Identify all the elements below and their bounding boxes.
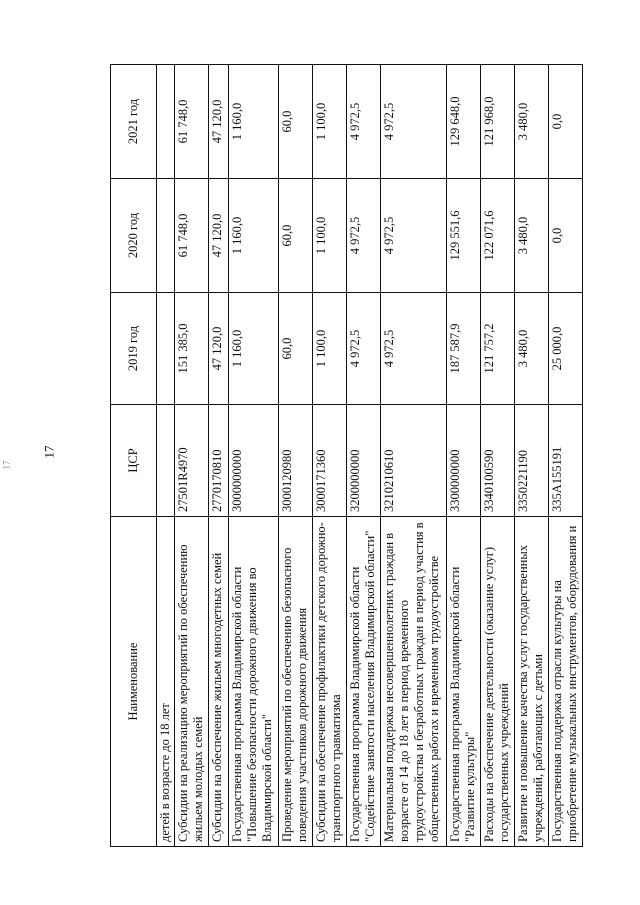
row-2020: 129 551,6 bbox=[447, 179, 481, 293]
row-code: 27501R4970 bbox=[175, 405, 209, 517]
row-name: Субсидии на обеспечение профилактики детского дорожно-транспортного травматизма bbox=[313, 517, 347, 847]
row-2021: 4 972,5 bbox=[381, 65, 447, 179]
header-code: ЦСР bbox=[111, 405, 157, 517]
row-2020: 61 748,0 bbox=[175, 179, 209, 293]
row-2021: 1 100,0 bbox=[313, 65, 347, 179]
row-2020 bbox=[157, 179, 175, 293]
row-name: детей в возрасте до 18 лет bbox=[157, 517, 175, 847]
row-2021: 3 480,0 bbox=[515, 65, 549, 179]
table-header-row bbox=[111, 65, 157, 847]
row-code: 3200000000 bbox=[347, 405, 381, 517]
row-2021 bbox=[157, 65, 175, 179]
row-name: Государственная поддержка отрасли культуры на приобретение музыкальных инструментов, оборудования и bbox=[549, 517, 583, 847]
row-2019: 3 480,0 bbox=[515, 293, 549, 405]
row-2019: 1 160,0 bbox=[229, 293, 279, 405]
row-2021: 129 648,0 bbox=[447, 65, 481, 179]
row-2019: 1 100,0 bbox=[313, 293, 347, 405]
row-2021: 61 748,0 bbox=[175, 65, 209, 179]
row-code: 3000171360 bbox=[313, 405, 347, 517]
row-name: Государственная программа Владимирской области "Содействие занятости населения Владимирской области" bbox=[347, 517, 381, 847]
row-code: 2770170810 bbox=[209, 405, 229, 517]
row-2021: 4 972,5 bbox=[347, 65, 381, 179]
row-2019: 4 972,5 bbox=[347, 293, 381, 405]
row-code: 3210210610 bbox=[381, 405, 447, 517]
table-row bbox=[175, 65, 209, 847]
row-code: 3340100590 bbox=[481, 405, 515, 517]
row-code: 3000000000 bbox=[229, 405, 279, 517]
row-2020: 1 100,0 bbox=[313, 179, 347, 293]
table-row bbox=[157, 65, 175, 847]
row-2020: 122 071,6 bbox=[481, 179, 515, 293]
budget-table bbox=[110, 64, 583, 847]
row-code: 3350221190 bbox=[515, 405, 549, 517]
row-2021: 60,0 bbox=[279, 65, 313, 179]
row-2021: 121 968,0 bbox=[481, 65, 515, 179]
row-2019: 151 385,0 bbox=[175, 293, 209, 405]
table-row bbox=[549, 65, 583, 847]
row-2019: 187 587,9 bbox=[447, 293, 481, 405]
row-2020: 0,0 bbox=[549, 179, 583, 293]
row-2020: 4 972,5 bbox=[381, 179, 447, 293]
row-2019: 121 757,2 bbox=[481, 293, 515, 405]
row-2019: 25 000,0 bbox=[549, 293, 583, 405]
row-code: 3300000000 bbox=[447, 405, 481, 517]
row-2019: 60,0 bbox=[279, 293, 313, 405]
header-2019: 2019 год bbox=[111, 293, 157, 405]
row-name: Субсидии на обеспечение жильем многодетных семей bbox=[209, 517, 229, 847]
row-2021: 1 160,0 bbox=[229, 65, 279, 179]
row-2021: 0,0 bbox=[549, 65, 583, 179]
table-row bbox=[447, 65, 481, 847]
row-2020: 4 972,5 bbox=[347, 179, 381, 293]
table-row bbox=[481, 65, 515, 847]
row-2021: 47 120,0 bbox=[209, 65, 229, 179]
row-2019: 4 972,5 bbox=[381, 293, 447, 405]
table-row bbox=[279, 65, 313, 847]
row-name: Государственная программа Владимирской области "Повышение безопасности дорожного движения во Владимирской области" bbox=[229, 517, 279, 847]
table-row bbox=[229, 65, 279, 847]
header-name: Наименование bbox=[111, 517, 157, 847]
row-name: Субсидии на реализацию мероприятий по обеспечению жильем молодых семей bbox=[175, 517, 209, 847]
row-2020: 60,0 bbox=[279, 179, 313, 293]
budget-table-container bbox=[110, 65, 579, 847]
row-2020: 47 120,0 bbox=[209, 179, 229, 293]
row-name: Расходы на обеспечение деятельности (оказание услуг) государственных учреждений bbox=[481, 517, 515, 847]
row-code bbox=[157, 405, 175, 517]
row-2019 bbox=[157, 293, 175, 405]
row-name: Материальная поддержка несовершеннолетних граждан в возрасте от 14 до 18 лет в период временного трудоустройства и безработных граждан в период участия в общественных работах и временном трудоустройстве bbox=[381, 517, 447, 847]
table-row bbox=[347, 65, 381, 847]
row-2019: 47 120,0 bbox=[209, 293, 229, 405]
row-code: 335A155191 bbox=[549, 405, 583, 517]
row-2020: 1 160,0 bbox=[229, 179, 279, 293]
table-row bbox=[313, 65, 347, 847]
table-row bbox=[209, 65, 229, 847]
table-row bbox=[515, 65, 549, 847]
page-number: 17 bbox=[41, 445, 57, 459]
row-name: Проведение мероприятий по обеспечению безопасного поведения участников дорожного движения bbox=[279, 517, 313, 847]
margin-page-number: 17 bbox=[1, 460, 12, 470]
row-2020: 3 480,0 bbox=[515, 179, 549, 293]
table-row bbox=[381, 65, 447, 847]
header-2021: 2021 год bbox=[111, 65, 157, 179]
header-2020: 2020 год bbox=[111, 179, 157, 293]
row-name: Развитие и повышение качества услуг государственных учреждений, работающих с детьми bbox=[515, 517, 549, 847]
row-name: Государственная программа Владимирской области "Развитие культуры" bbox=[447, 517, 481, 847]
row-code: 3000120980 bbox=[279, 405, 313, 517]
